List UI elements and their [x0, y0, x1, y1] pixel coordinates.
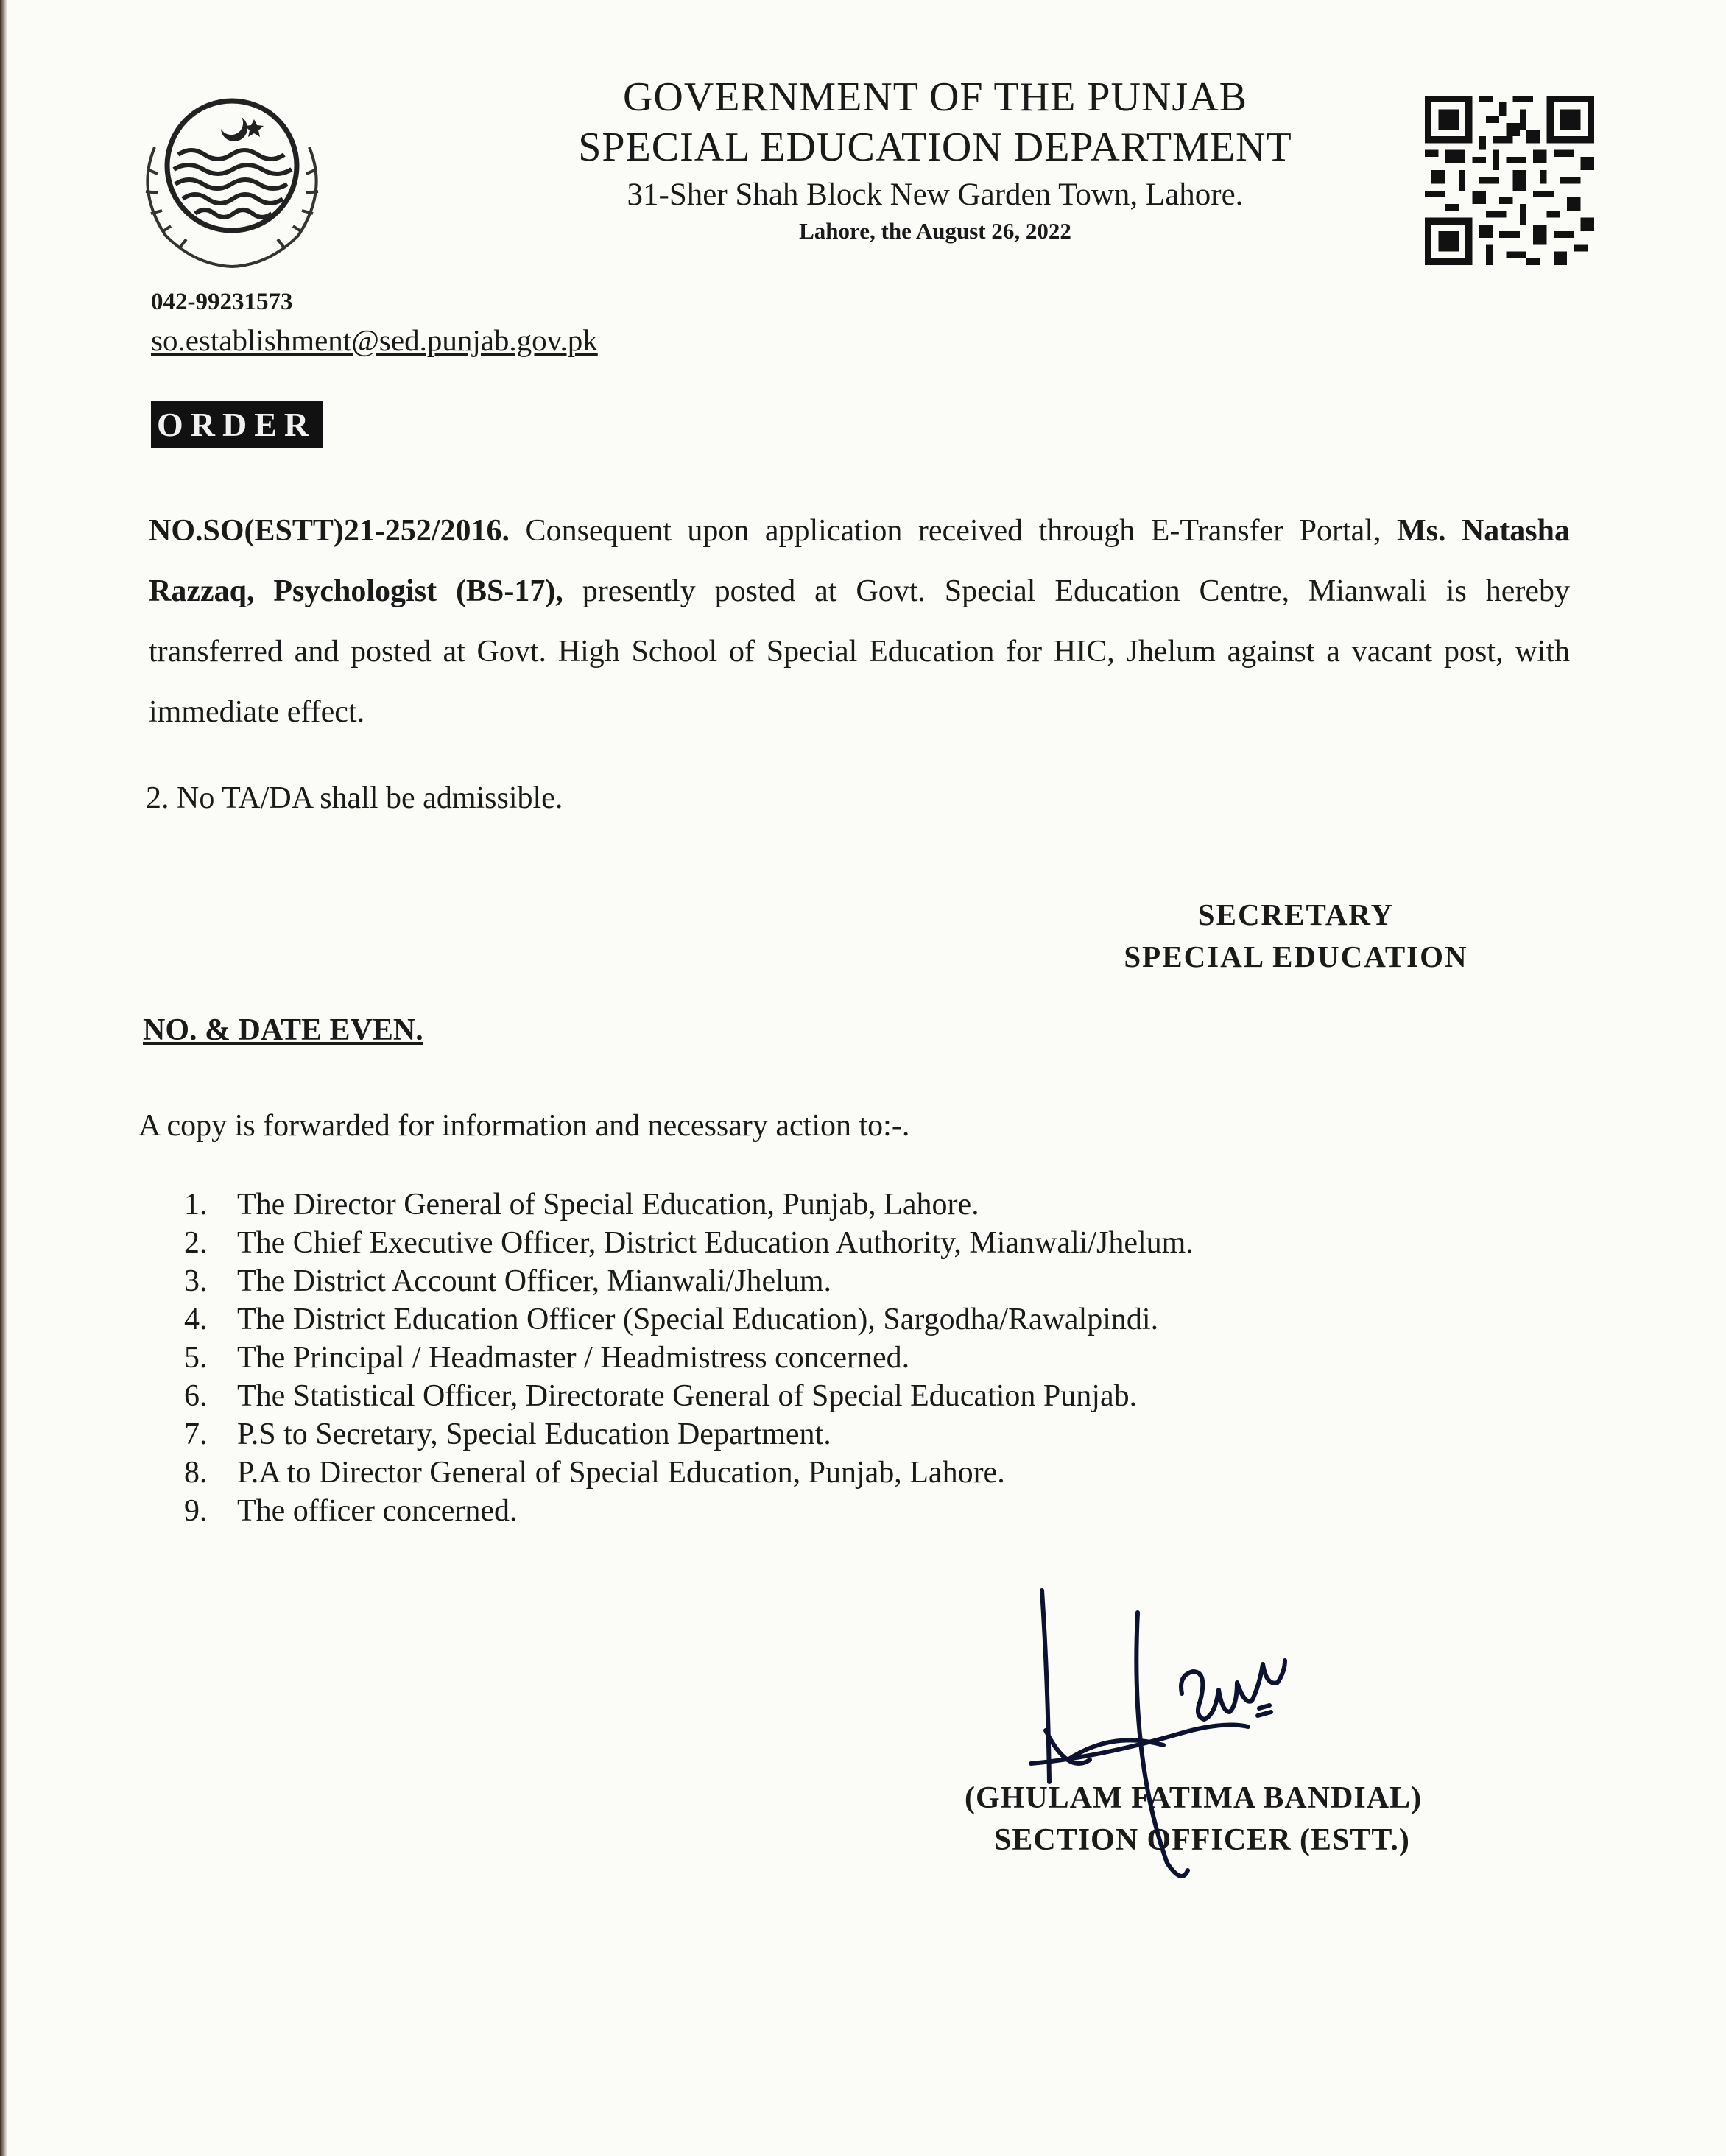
order-title: ORDER [151, 401, 323, 448]
order-officer-name: Ms. Natasha Razzaq, Psychologist (BS-17), [149, 514, 1570, 608]
list-item [184, 1377, 1194, 1415]
list-item [184, 1300, 1194, 1339]
list-item-number: 2. [184, 1226, 208, 1260]
order-body-paragraph [149, 501, 1570, 742]
order-text-b: presently posted at Govt. Special Education Centre, Mianwali is hereby transferred and posted at Govt. High School of Special Education for HIC, Jhelum against a vacant post, with immediate effect. [149, 574, 1570, 729]
list-item-text: The officer concerned. [237, 1494, 518, 1528]
list-item-number: 9. [184, 1494, 208, 1528]
header-address: 31-Sher Shah Block New Garden Town, Lahore. [627, 177, 1244, 212]
list-item [184, 1492, 1194, 1530]
secretary-department: SPECIAL EDUCATION [1124, 940, 1468, 973]
punjab-seal-icon [125, 81, 339, 272]
list-item-text: The District Account Officer, Mianwali/Jhelum. [237, 1264, 832, 1298]
header-department: SPECIAL EDUCATION DEPARTMENT [578, 124, 1292, 170]
contact-email-link[interactable]: so.establishment@sed.punjab.gov.pk [151, 323, 598, 357]
list-item-text: The Director General of Special Education, Punjab, Lahore. [237, 1188, 979, 1222]
list-item-text: The Statistical Officer, Directorate General of Special Education Punjab. [237, 1379, 1138, 1413]
list-item [184, 1415, 1194, 1454]
page-edge-shadow [0, 0, 7, 2156]
list-item-number: 4. [184, 1303, 208, 1336]
qr-code-icon [1421, 96, 1598, 265]
list-item [184, 1454, 1194, 1492]
signature-icon [1024, 1583, 1333, 1922]
no-date-even-heading: NO. & DATE EVEN. [143, 1013, 423, 1047]
order-ref-number: NO.SO(ESTT)21-252/2016. [149, 514, 510, 548]
list-item-text: The Principal / Headmaster / Headmistress concerned. [237, 1341, 910, 1375]
header-date: Lahore, the August 26, 2022 [799, 218, 1071, 244]
secretary-title: SECRETARY [1197, 898, 1395, 931]
list-item-text: The District Education Officer (Special Education), Sargodha/Rawalpindi. [237, 1303, 1159, 1336]
order-text-a: Consequent upon application received through E-Transfer Portal, [510, 514, 1397, 548]
distribution-list [184, 1186, 1194, 1530]
list-item-number: 8. [184, 1456, 208, 1490]
list-item-text: P.A to Director General of Special Education, Punjab, Lahore. [237, 1456, 1005, 1490]
list-item [184, 1186, 1194, 1224]
list-item-text: The Chief Executive Officer, District Education Authority, Mianwali/Jhelum. [237, 1226, 1194, 1260]
signatory-designation: SECTION OFFICER (ESTT.) [994, 1823, 1410, 1857]
signatory-name: (GHULAM FATIMA BANDIAL) [965, 1781, 1423, 1815]
list-item [184, 1262, 1194, 1300]
order-paragraph-2: 2. No TA/DA shall be admissible. [146, 781, 563, 815]
copy-intro: A copy is forwarded for information and necessary action to:-. [138, 1109, 910, 1143]
list-item-number: 5. [184, 1341, 208, 1375]
list-item [184, 1339, 1194, 1377]
contact-phone: 042-99231573 [151, 289, 293, 315]
list-item-number: 1. [184, 1188, 208, 1222]
header-government: GOVERNMENT OF THE PUNJAB [622, 74, 1247, 120]
list-item-text: P.S to Secretary, Special Education Department. [237, 1417, 831, 1451]
list-item-number: 6. [184, 1379, 208, 1413]
list-item-number: 3. [184, 1264, 208, 1298]
list-item [184, 1224, 1194, 1262]
list-item-number: 7. [184, 1417, 208, 1451]
